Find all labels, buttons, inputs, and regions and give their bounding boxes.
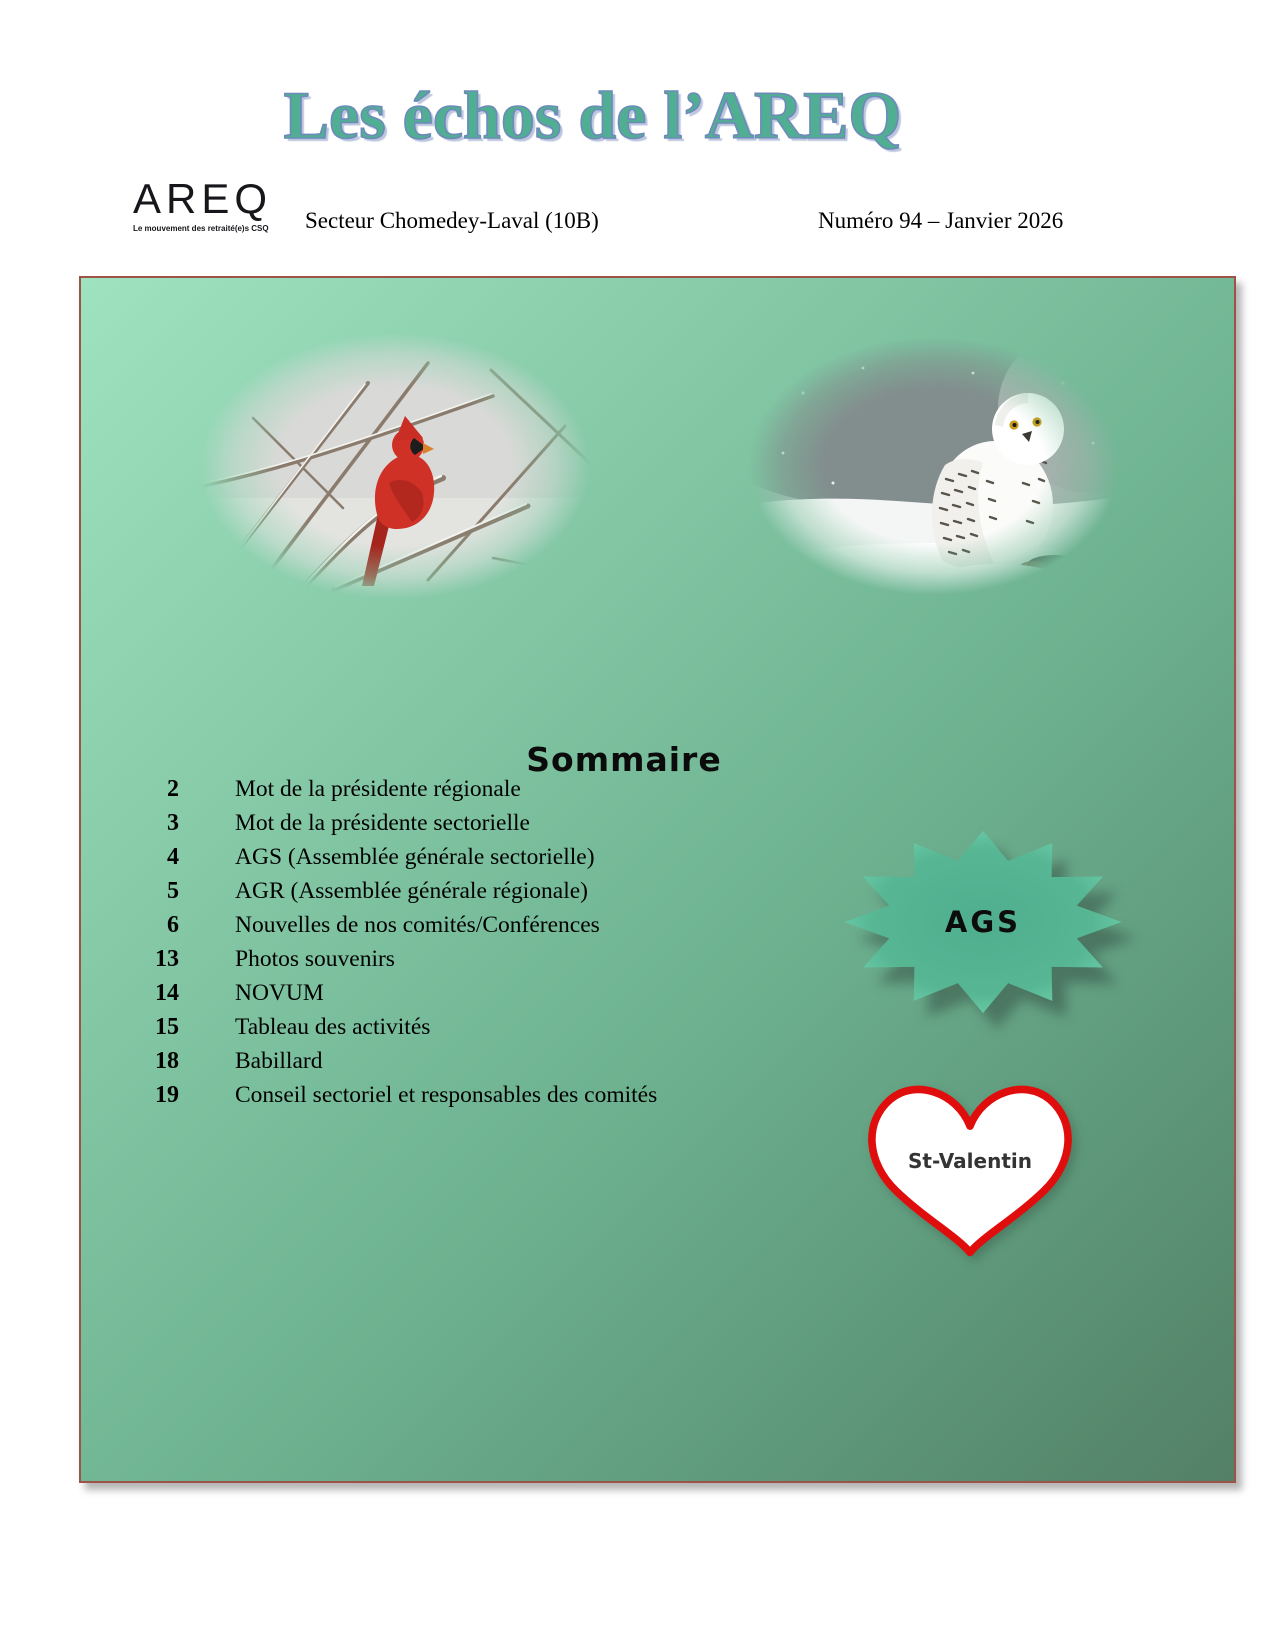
sector-label: Secteur Chomedey-Laval (10B) bbox=[305, 208, 599, 233]
toc-entry-label: AGS (Assemblée générale sectorielle) bbox=[235, 844, 595, 870]
toc-page-number: 2 bbox=[167, 776, 179, 802]
toc-page-number: 4 bbox=[167, 844, 179, 870]
toc-entry-label: Conseil sectoriel et responsables des comités bbox=[235, 1082, 658, 1108]
toc-row bbox=[139, 980, 657, 1014]
toc-row bbox=[139, 844, 657, 878]
toc-row bbox=[139, 776, 657, 810]
sommaire-heading: Sommaire bbox=[526, 740, 722, 779]
cover-panel bbox=[79, 276, 1236, 1483]
toc-row bbox=[139, 946, 657, 980]
toc-page-number: 13 bbox=[155, 946, 179, 972]
areq-logo-wordmark: AREQ bbox=[133, 175, 273, 222]
toc-entry-label: Photos souvenirs bbox=[235, 946, 395, 972]
toc-page-number: 18 bbox=[155, 1048, 179, 1074]
toc-page-number: 14 bbox=[155, 980, 179, 1006]
toc-entry-label: Nouvelles de nos comités/Conférences bbox=[235, 912, 600, 938]
toc-page-number: 3 bbox=[167, 810, 179, 836]
ags-star-label: AGS bbox=[944, 905, 1022, 939]
toc-entry-label: Mot de la présidente régionale bbox=[235, 776, 521, 802]
toc-entry-label: AGR (Assemblée générale régionale) bbox=[235, 878, 589, 904]
sommaire-list bbox=[139, 776, 657, 1116]
toc-page-number: 5 bbox=[167, 878, 179, 904]
st-valentin-heart-badge bbox=[853, 1071, 1087, 1261]
toc-page-number: 19 bbox=[155, 1082, 179, 1108]
cardinal-photo-image bbox=[193, 328, 597, 604]
st-valentin-label: St-Valentin bbox=[907, 1149, 1032, 1173]
snowy-owl-photo bbox=[743, 333, 1125, 600]
toc-row bbox=[139, 1014, 657, 1048]
snowy-owl-photo-image bbox=[743, 333, 1125, 600]
areq-logo bbox=[133, 175, 283, 233]
toc-entry-label: Babillard bbox=[235, 1048, 323, 1074]
areq-logo-tagline: Le mouvement des retraité(e)s CSQ bbox=[133, 224, 269, 233]
toc-page-number: 6 bbox=[167, 912, 179, 938]
toc-row bbox=[139, 1048, 657, 1082]
ags-star-badge bbox=[833, 823, 1133, 1021]
newsletter-title: Les échos de l’AREQ bbox=[283, 77, 902, 153]
toc-row bbox=[139, 912, 657, 946]
issue-number-label: Numéro 94 – Janvier 2026 bbox=[818, 208, 1064, 233]
toc-row bbox=[139, 878, 657, 912]
toc-entry-label: NOVUM bbox=[235, 980, 324, 1006]
toc-page-number: 15 bbox=[155, 1014, 179, 1040]
toc-row bbox=[139, 810, 657, 844]
cardinal-photo bbox=[193, 328, 597, 604]
toc-entry-label: Mot de la présidente sectorielle bbox=[235, 810, 530, 836]
toc-entry-label: Tableau des activités bbox=[235, 1014, 431, 1040]
toc-row bbox=[139, 1082, 657, 1116]
